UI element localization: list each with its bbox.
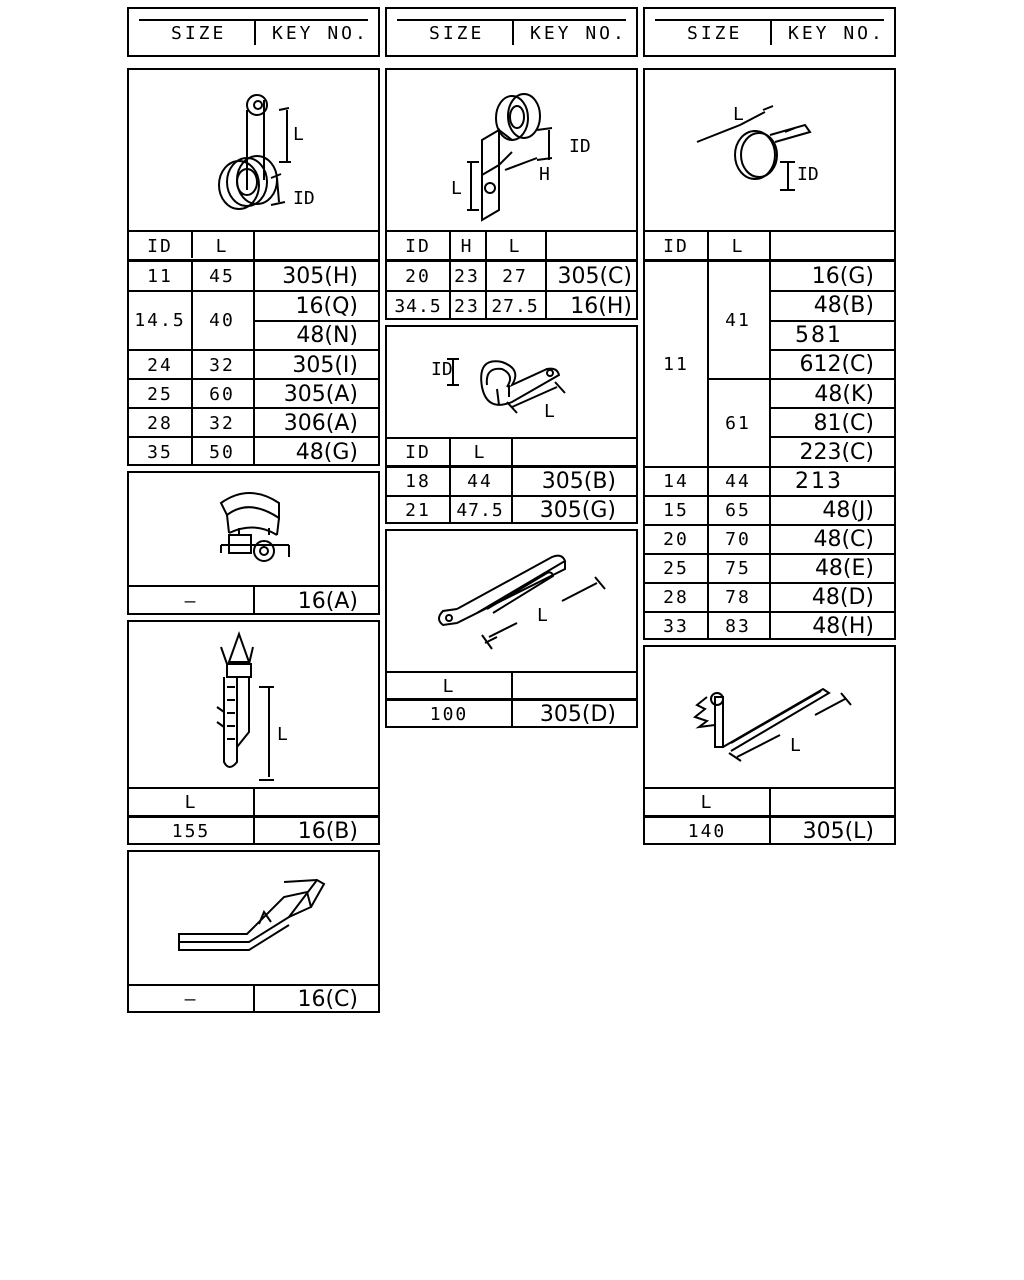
label-h: H bbox=[539, 164, 550, 185]
table-row: 23 bbox=[454, 295, 480, 317]
key-no: 306(A) bbox=[283, 410, 358, 436]
table-row: 14.5 bbox=[134, 309, 186, 331]
table-row: 50 bbox=[209, 441, 235, 463]
col-header-id: ID bbox=[663, 235, 689, 257]
key-no: 16(C) bbox=[297, 986, 358, 1012]
table-row: 65 bbox=[725, 499, 751, 521]
col-header-id: ID bbox=[405, 441, 431, 463]
band-clamp-drawing bbox=[645, 70, 894, 230]
size-dash: — bbox=[184, 988, 198, 1010]
clip-drawing bbox=[129, 473, 378, 585]
panel-offset-clamp bbox=[385, 68, 638, 320]
panel-loop-clip bbox=[385, 325, 638, 524]
table-row: 27 bbox=[502, 265, 528, 287]
size-value: 155 bbox=[171, 820, 211, 842]
label-id: ID bbox=[797, 164, 819, 185]
col-header-l: L bbox=[215, 235, 229, 257]
key-no: 213 bbox=[795, 468, 843, 494]
table-row: 25 bbox=[147, 383, 173, 405]
table-row: 60 bbox=[209, 383, 235, 405]
table-row: 78 bbox=[725, 586, 751, 608]
loop-clip-drawing bbox=[387, 327, 636, 437]
table-row: 44 bbox=[467, 471, 493, 492]
panel-strap bbox=[385, 529, 638, 728]
group-b-l: 61 bbox=[725, 412, 751, 434]
table-row: 14 bbox=[663, 470, 689, 492]
label-l: L bbox=[293, 124, 304, 145]
label-l: L bbox=[537, 605, 548, 626]
table-row: 75 bbox=[725, 557, 751, 579]
size-value: 100 bbox=[429, 704, 469, 725]
table-row: 24 bbox=[147, 354, 173, 376]
panel-p-clamp bbox=[127, 68, 380, 466]
panel-bracket-16c bbox=[127, 850, 380, 1013]
table-row: 11 bbox=[147, 265, 173, 287]
table-row: 34.5 bbox=[394, 295, 442, 317]
key-no: 81(C) bbox=[813, 410, 874, 436]
header-key: KEY NO. bbox=[788, 23, 885, 44]
key-no: 305(A) bbox=[283, 381, 358, 407]
key-no: 305(H) bbox=[282, 263, 358, 289]
col-header-id: ID bbox=[147, 235, 173, 257]
key-no: 305(I) bbox=[292, 352, 358, 378]
stud-bracket-drawing bbox=[645, 647, 894, 787]
header-key: KEY NO. bbox=[530, 23, 627, 44]
table-row: 35 bbox=[147, 441, 173, 463]
key-no: 48(N) bbox=[296, 322, 358, 348]
key-no: 223(C) bbox=[799, 439, 874, 465]
label-l: L bbox=[451, 178, 462, 199]
table-row: 27.5 bbox=[491, 295, 539, 317]
header-size: SIZE bbox=[429, 23, 485, 44]
col-header-l: L bbox=[184, 791, 198, 813]
label-id: ID bbox=[293, 188, 315, 209]
key-no: 16(A) bbox=[297, 588, 358, 614]
table-row: 25 bbox=[663, 557, 689, 579]
key-no: 581 bbox=[795, 322, 843, 348]
label-l: L bbox=[733, 104, 744, 125]
table-row: 44 bbox=[725, 470, 751, 492]
header-col-1 bbox=[127, 7, 380, 57]
key-no: 16(H) bbox=[570, 293, 632, 319]
key-no: 48(K) bbox=[814, 381, 874, 407]
header-size: SIZE bbox=[687, 23, 743, 44]
table-row: 18 bbox=[405, 471, 431, 492]
col-header-l: L bbox=[442, 675, 456, 697]
bracket-drawing bbox=[129, 852, 378, 984]
panel-push-tie bbox=[127, 620, 380, 845]
label-id: ID bbox=[569, 136, 591, 157]
key-no: 48(B) bbox=[813, 292, 874, 318]
table-row: 47.5 bbox=[456, 500, 504, 521]
label-id: ID bbox=[431, 359, 453, 380]
key-no: 305(L) bbox=[802, 819, 874, 844]
key-no: 48(G) bbox=[295, 439, 358, 465]
header-col-3 bbox=[643, 7, 896, 57]
header-key: KEY NO. bbox=[272, 23, 369, 44]
table-row: 32 bbox=[209, 354, 235, 376]
key-no: 16(G) bbox=[811, 263, 874, 289]
label-l: L bbox=[277, 724, 288, 745]
strap-drawing bbox=[387, 531, 636, 671]
key-no: 48(C) bbox=[813, 526, 874, 552]
col-header-id: ID bbox=[405, 235, 431, 257]
table-row: 21 bbox=[405, 500, 431, 521]
label-l: L bbox=[790, 735, 801, 756]
p-clamp-drawing bbox=[129, 70, 378, 230]
key-no: 16(Q) bbox=[295, 293, 358, 319]
key-no: 305(B) bbox=[541, 469, 616, 494]
panel-band-clamp bbox=[643, 68, 896, 640]
key-no: 48(H) bbox=[812, 613, 874, 639]
table-row: 70 bbox=[725, 528, 751, 550]
table-row: 28 bbox=[147, 412, 173, 434]
col-header-h: H bbox=[460, 235, 474, 257]
table-row: 45 bbox=[209, 265, 235, 287]
table-row: 28 bbox=[663, 586, 689, 608]
panel-stud-bracket bbox=[643, 645, 896, 845]
push-tie-drawing bbox=[129, 622, 378, 787]
key-no: 305(G) bbox=[539, 498, 616, 523]
col-header-l: L bbox=[473, 441, 487, 463]
header-size: SIZE bbox=[171, 23, 227, 44]
size-dash: — bbox=[184, 590, 198, 612]
key-no: 16(B) bbox=[297, 818, 358, 844]
key-no: 48(J) bbox=[822, 497, 874, 523]
table-row: 40 bbox=[209, 309, 235, 331]
table-row: 83 bbox=[725, 615, 751, 637]
panel-clip-16a bbox=[127, 471, 380, 615]
table-row: 32 bbox=[209, 412, 235, 434]
key-no: 48(E) bbox=[814, 555, 874, 581]
label-l: L bbox=[544, 401, 555, 422]
col-header-l: L bbox=[700, 791, 714, 813]
header-col-2 bbox=[385, 7, 638, 57]
size-value: 140 bbox=[687, 821, 727, 842]
table-row: 20 bbox=[663, 528, 689, 550]
offset-clamp-drawing bbox=[387, 70, 636, 230]
table-row: 33 bbox=[663, 615, 689, 637]
group-a-l: 41 bbox=[725, 309, 751, 331]
col-header-l: L bbox=[508, 235, 522, 257]
table-row: 15 bbox=[663, 499, 689, 521]
col-header-l: L bbox=[731, 235, 745, 257]
table-row: 20 bbox=[405, 265, 431, 287]
group-id: 11 bbox=[663, 353, 689, 375]
key-no: 305(D) bbox=[539, 702, 616, 727]
table-row: 23 bbox=[454, 265, 480, 287]
key-no: 305(C) bbox=[557, 263, 632, 289]
key-no: 48(D) bbox=[811, 584, 874, 610]
key-no: 612(C) bbox=[799, 351, 874, 377]
